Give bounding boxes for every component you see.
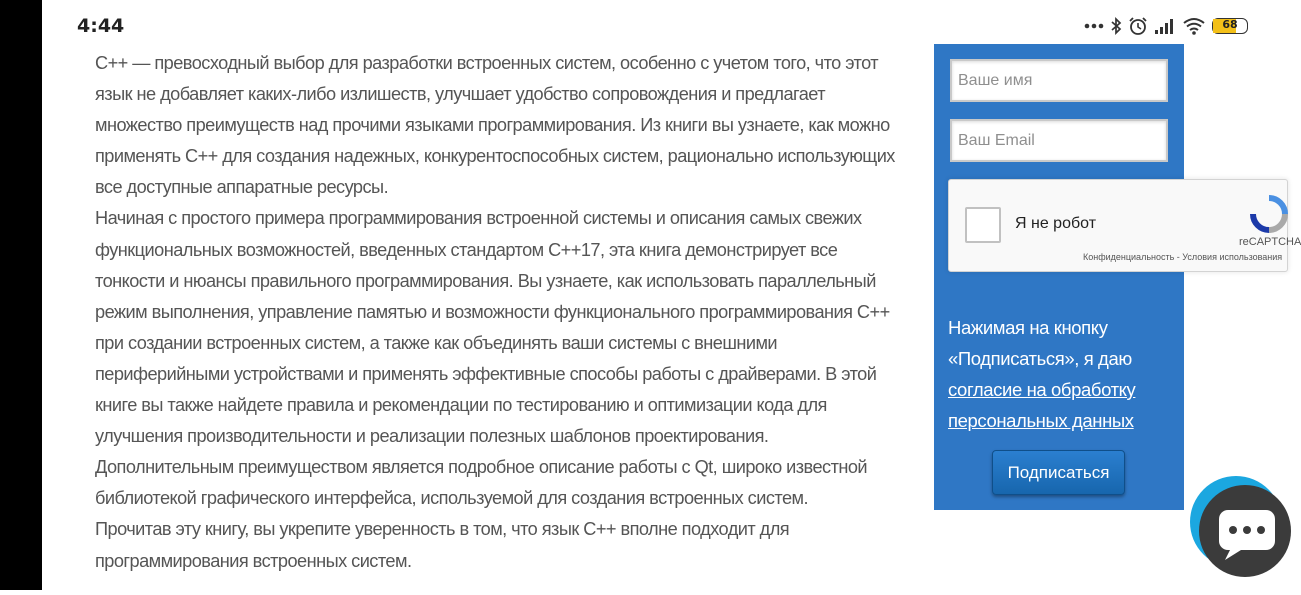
article-text xyxy=(95,48,910,577)
subscribe-panel xyxy=(934,44,1184,510)
consent-link[interactable]: согласие на обработку персональных данных xyxy=(948,379,1136,431)
alarm-icon xyxy=(1128,16,1148,36)
article-paragraph: С++ — превосходный выбор для разработки встроенных систем, особенно с учетом того, что этот язык не добавляет каких-либо излишеств, улучшает удобство сопровождения и предлагает множество преимуществ над прочими языками программирования. Из книги вы узнаете, как можно применять С++ для создания надежных, конкурентоспособных систем, рационально использующих все доступные аппаратные ресурсы. xyxy=(95,53,895,198)
name-input[interactable] xyxy=(950,59,1168,102)
battery-level: 68 xyxy=(1222,18,1238,31)
chat-widget[interactable] xyxy=(1181,476,1280,590)
recaptcha-widget xyxy=(948,179,1301,272)
subscribe-button[interactable]: Подписаться xyxy=(992,450,1125,495)
recaptcha-links[interactable]: Конфиденциальность - Условия использования xyxy=(1083,252,1283,262)
more-dots-icon xyxy=(1084,22,1104,30)
battery-icon xyxy=(1212,18,1248,34)
signal-icon xyxy=(1154,17,1176,35)
chat-bubble-icon[interactable] xyxy=(1181,476,1280,590)
status-bar xyxy=(42,0,1280,44)
status-time: 4:44 xyxy=(77,15,125,37)
recaptcha-checkbox[interactable] xyxy=(965,207,1001,243)
wifi-icon xyxy=(1182,17,1206,35)
article-paragraph: Начиная с простого примера программирования встроенной системы и описания самых свежих функциональных возможностей, введенных стандартом С++17, эта книга демонстрирует все тонкости и нюансы правильного программирования. Вы узнаете, как использовать параллельный режим выполнения, управление памятью и возможности функционального программирования С++ при создании встроенных систем, а также как объединять ваши системы с внешними периферийными устройствами и применять эффективные способы работы с драйверами. В этой книге вы также найдете правила и рекомендации по тестированию и оптимизации кода для улучшения производительности и реализации полезных шаблонов проектирования. Дополнительным преимуществом является подробное описание работы с Qt, широко известной библиотекой графического интерфейса, используемой для создания встроенных систем. xyxy=(95,208,890,509)
recaptcha-label: Я не робот xyxy=(1015,215,1097,232)
email-input[interactable] xyxy=(950,119,1168,162)
recaptcha-brand: reCAPTCHA xyxy=(1239,236,1301,248)
bluetooth-icon xyxy=(1110,17,1122,35)
article-paragraph: Прочитав эту книгу, вы укрепите уверенность в том, что язык С++ вполне подходит для программирования встроенных систем. xyxy=(95,519,790,571)
consent-text xyxy=(948,312,1178,436)
left-edge-bar xyxy=(0,0,42,590)
status-icons xyxy=(1084,14,1248,38)
consent-prefix: Нажимая на кнопку «Подписаться», я даю xyxy=(948,317,1132,369)
recaptcha-logo-icon xyxy=(1249,194,1289,234)
